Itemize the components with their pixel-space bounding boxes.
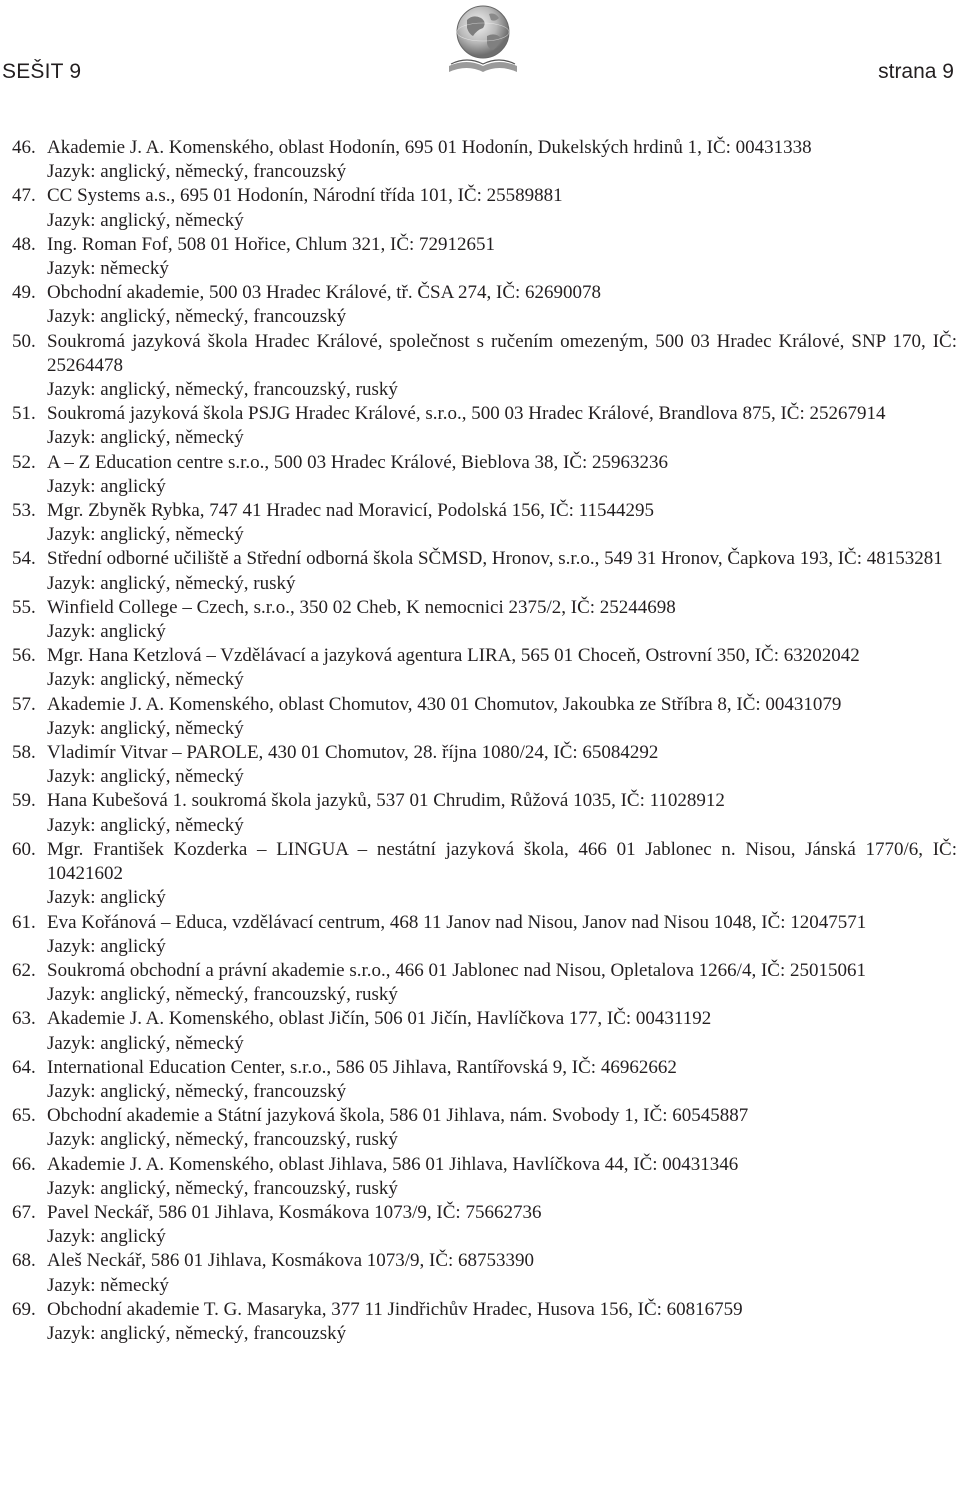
entry-text: Aleš Neckář, 586 01 Jihlava, Kosmákova 1073/9, IČ: 68753390 [47,1250,535,1272]
entry-languages: Jazyk: anglický, německý [47,814,244,836]
entry-text: Akademie J. A. Komenského, oblast Jičín, 506 01 Jičín, Havlíčkova 177, IČ: 00431192 [47,1008,712,1030]
entry-languages: Jazyk: anglický, německý [47,669,244,691]
page-header [0,0,960,110]
entry-text: Mgr. Hana Ketzlová – Vzdělávací a jazyková agentura LIRA, 565 01 Choceň, Ostrovní 350, IČ: 63202042 [47,645,860,667]
list-item [12,838,957,911]
entry-languages: Jazyk: anglický, německý, francouzský, ruský [47,1177,398,1199]
list-item [12,136,957,184]
list-item [12,1153,957,1201]
entry-number: 48. [12,233,36,255]
entry-text: Akademie J. A. Komenského, oblast Hodonín, 695 01 Hodonín, Dukelských hrdinů 1, IČ: 00431338 [47,137,812,158]
entry-text: Obchodní akademie, 500 03 Hradec Králové, tř. ČSA 274, IČ: 62690078 [47,282,602,304]
list-item [12,596,957,644]
entry-text: Soukromá obchodní a právní akademie s.r.o., 466 01 Jablonec nad Nisou, Opletalova 1266/4, IČ: 25015061 [47,959,866,981]
entry-text: Pavel Neckář, 586 01 Jihlava, Kosmákova 1073/9, IČ: 75662736 [47,1201,542,1223]
list-item [12,644,957,692]
list-item [12,184,957,232]
entry-number: 60. [12,838,36,860]
entry-text: Mgr. František Kozderka – LINGUA – nestátní jazyková škola, 466 01 Jablonec n. Nisou, Jánská 1770/6, IČ: 10421602 [47,838,957,885]
entry-number: 54. [12,548,36,570]
entry-text: CC Systems a.s., 695 01 Hodonín, Národní třída 101, IČ: 25589881 [47,185,563,207]
list-item [12,330,957,403]
entry-number: 59. [12,790,36,812]
entry-text: Střední odborné učiliště a Střední odborná škola SČMSD, Hronov, s.r.o., 549 31 Hronov, Čapkova 193, IČ: 48153281 [47,548,943,570]
entry-number: 51. [12,403,36,425]
list-item [12,499,957,547]
entry-languages: Jazyk: anglický, německý [47,717,244,739]
entry-number: 58. [12,742,36,764]
entry-text: Soukromá jazyková škola PSJG Hradec Králové, s.r.o., 500 03 Hradec Králové, Brandlova 875, IČ: 25267914 [47,403,886,425]
issue-label: SEŠIT 9 [2,60,82,83]
list-item [12,1056,957,1104]
entry-number: 64. [12,1056,36,1078]
entry-text: Winfield College – Czech, s.r.o., 350 02 Cheb, K nemocnici 2375/2, IČ: 25244698 [47,596,676,618]
list-item [12,693,957,741]
entry-languages: Jazyk: anglický, německý [47,1032,244,1054]
entry-text: Soukromá jazyková škola Hradec Králové, společnost s ručením omezeným, 500 03 Hradec Králové, SNP 170, IČ: 25264478 [47,330,957,376]
entry-number: 53. [12,500,36,522]
entry-number: 61. [12,911,36,933]
entry-text: Mgr. Zbyněk Rybka, 747 41 Hradec nad Moravicí, Podolská 156, IČ: 11544295 [47,500,654,522]
entry-languages: Jazyk: anglický, německý, ruský [47,572,296,594]
entry-number: 46. [12,137,36,158]
entry-languages: Jazyk: anglický, německý [47,524,244,546]
list-item [12,741,957,789]
entry-languages: Jazyk: anglický, německý, francouzský [47,1080,347,1102]
list-item [12,1104,957,1152]
entry-languages: Jazyk: anglický [47,887,166,909]
entry-text: Eva Kořánová – Educa, vzdělávací centrum, 468 11 Janov nad Nisou, Janov nad Nisou 1048, IČ: 12047571 [47,911,867,933]
list-item [12,402,957,450]
entry-number: 65. [12,1105,36,1127]
entry-text: Vladimír Vitvar – PAROLE, 430 01 Chomutov, 28. října 1080/24, IČ: 65084292 [47,742,659,764]
entry-number: 49. [12,282,36,304]
entry-text: Akademie J. A. Komenského, oblast Chomutov, 430 01 Chomutov, Jakoubka ze Stříbra 8, IČ: 00431079 [47,693,842,715]
entry-text: Obchodní akademie T. G. Masaryka, 377 11 Jindřichův Hradec, Husova 156, IČ: 60816759 [47,1298,743,1320]
entry-number: 68. [12,1250,36,1272]
entry-languages: Jazyk: německý [47,1274,169,1296]
entry-text: Hana Kubešová 1. soukromá škola jazyků, 537 01 Chrudim, Růžová 1035, IČ: 11028912 [47,790,725,812]
entry-text: A – Z Education centre s.r.o., 500 03 Hradec Králové, Bieblova 38, IČ: 25963236 [47,451,669,473]
entry-languages: Jazyk: anglický, německý, francouzský, ruský [47,984,398,1006]
entry-number: 55. [12,596,36,618]
entry-number: 57. [12,693,36,715]
list-item [12,789,957,837]
list-item [12,1298,957,1346]
entry-text: Akademie J. A. Komenského, oblast Jihlava, 586 01 Jihlava, Havlíčkova 44, IČ: 00431346 [47,1153,739,1175]
entry-languages: Jazyk: anglický [47,475,166,497]
entry-number: 62. [12,959,36,981]
list-item [12,959,957,1007]
entry-number: 50. [12,330,36,352]
entry-languages: Jazyk: anglický, německý, francouzský [47,1322,347,1344]
entry-languages: Jazyk: anglický, německý, francouzský, ruský [47,379,398,401]
entry-text: Ing. Roman Fof, 508 01 Hořice, Chlum 321, IČ: 72912651 [47,233,496,255]
entry-languages: Jazyk: anglický [47,1226,166,1248]
list-item [12,911,957,959]
entry-languages: Jazyk: anglický, německý, francouzský, ruský [47,1129,398,1151]
page-number: strana 9 [878,60,954,83]
entry-number: 47. [12,185,36,207]
entry-languages: Jazyk: anglický [47,621,166,643]
entry-languages: Jazyk: anglický, německý [47,766,244,788]
list-item [12,233,957,281]
entry-number: 63. [12,1008,36,1030]
list-item [12,547,957,595]
entry-number: 52. [12,451,36,473]
list-item [12,1201,957,1249]
list-item [12,1007,957,1055]
globe-book-icon [443,0,523,80]
list-item [12,1249,957,1297]
list-item [12,281,957,329]
entry-number: 67. [12,1201,36,1223]
entry-languages: Jazyk: anglický, německý [47,209,244,231]
entry-languages: Jazyk: anglický, německý, francouzský [47,161,347,183]
entry-languages: Jazyk: anglický, německý [47,427,244,449]
entry-number: 69. [12,1298,36,1320]
entry-number: 56. [12,645,36,667]
school-list [12,136,957,1346]
entry-text: Obchodní akademie a Státní jazyková škola, 586 01 Jihlava, nám. Svobody 1, IČ: 60545887 [47,1105,749,1127]
entry-number: 66. [12,1153,36,1175]
entry-languages: Jazyk: anglický [47,935,166,957]
entry-languages: Jazyk: německý [47,258,169,280]
list-item [12,451,957,499]
entry-text: International Education Center, s.r.o., 586 05 Jihlava, Rantířovská 9, IČ: 46962662 [47,1056,677,1078]
entry-languages: Jazyk: anglický, německý, francouzský [47,306,347,328]
